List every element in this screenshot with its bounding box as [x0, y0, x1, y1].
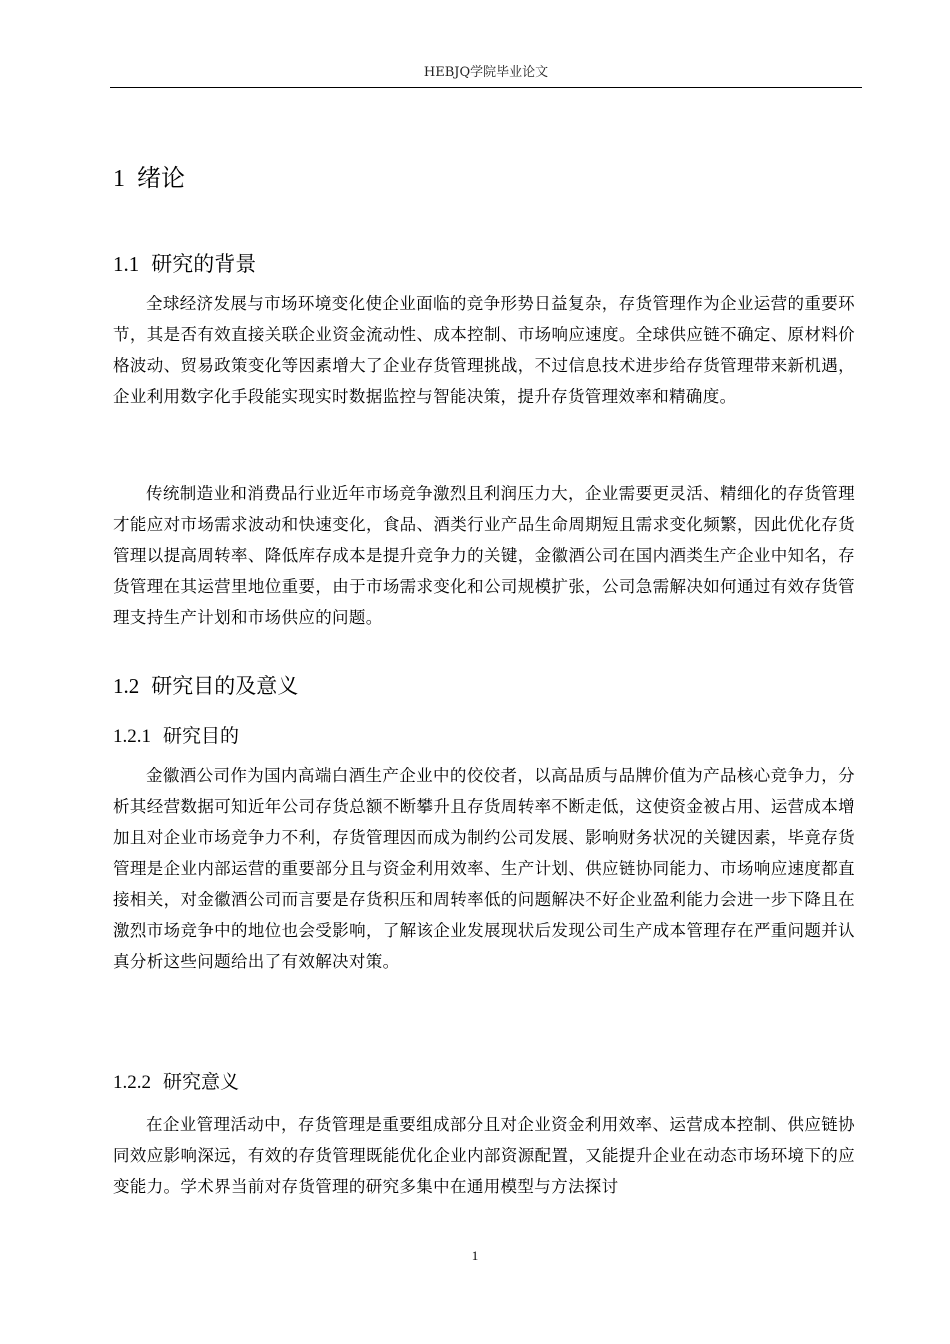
subsection-number: 1.2.2 — [113, 1072, 151, 1093]
section-title: 研究的背景 — [151, 252, 257, 276]
subsection-heading-1-2-1 — [113, 722, 239, 751]
section-heading-1-1 — [113, 249, 256, 279]
section-title: 研究目的及意义 — [151, 674, 299, 698]
subsection-heading-1-2-2 — [113, 1068, 239, 1097]
section-number: 1.1 — [113, 252, 140, 276]
paragraph-background-1: 全球经济发展与市场环境变化使企业面临的竞争形势日益复杂，存货管理作为企业运营的重要环节，其是否有效直接关联企业资金流动性、成本控制、市场响应速度。全球供应链不确定、原材料价格波动、贸易政策变化等因素增大了企业存货管理挑战，不过信息技术进步给存货管理带来新机遇，企业利用数字化手段能实现实时数据监控与智能决策，提升存货管理效率和精确度。 — [113, 294, 855, 406]
section-number: 1.2 — [113, 674, 140, 698]
subsection-number: 1.2.1 — [113, 726, 151, 747]
paragraph-purpose: 金徽酒公司作为国内高端白酒生产企业中的佼佼者，以高品质与品牌价值为产品核心竞争力，分析其经营数据可知近年公司存货总额不断攀升且存货周转率不断走低，这使资金被占用、运营成本增加且对企业市场竞争力不利，存货管理因而成为制约公司发展、影响财务状况的关键因素，毕竟存货管理是企业内部运营的重要部分且与资金利用效率、生产计划、供应链协同能力、市场响应速度都直接相关，对金徽酒公司而言要是存货积压和周转率低的问题解决不好企业盈利能力会进一步下降且在激烈市场竞争中的地位也会受影响，了解该企业发展现状后发现公司生产成本管理存在严重问题并认真分析这些问题给出了有效解决对策。 — [113, 766, 855, 971]
header-rule — [110, 87, 862, 88]
chapter-number: 1 — [113, 166, 125, 192]
chapter-heading — [113, 162, 185, 195]
paragraph-background-2: 传统制造业和消费品行业近年市场竞争激烈且利润压力大，企业需要更灵活、精细化的存货管理才能应对市场需求波动和快速变化，食品、酒类行业产品生命周期短且需求变化频繁，因此优化存货管理以提高周转率、降低库存成本是提升竞争力的关键，金徽酒公司在国内酒类生产企业中知名，存货管理在其运营里地位重要，由于市场需求变化和公司规模扩张，公司急需解决如何通过有效存货管理支持生产计划和市场供应的问题。 — [113, 484, 855, 627]
chapter-title: 绪论 — [137, 164, 185, 192]
page-number: 1 — [471, 1248, 479, 1263]
section-heading-1-2 — [113, 671, 298, 701]
paragraph-significance: 在企业管理活动中，存货管理是重要组成部分且对企业资金利用效率、运营成本控制、供应链协同效应影响深远，有效的存货管理既能优化企业内部资源配置，又能提升企业在动态市场环境下的应变能力。学术界当前对存货管理的研究多集中在通用模型与方法探讨 — [113, 1115, 855, 1196]
subsection-title: 研究意义 — [163, 1071, 240, 1093]
subsection-title: 研究目的 — [163, 725, 240, 747]
running-header: HEBJQ学院毕业论文 — [423, 65, 549, 80]
